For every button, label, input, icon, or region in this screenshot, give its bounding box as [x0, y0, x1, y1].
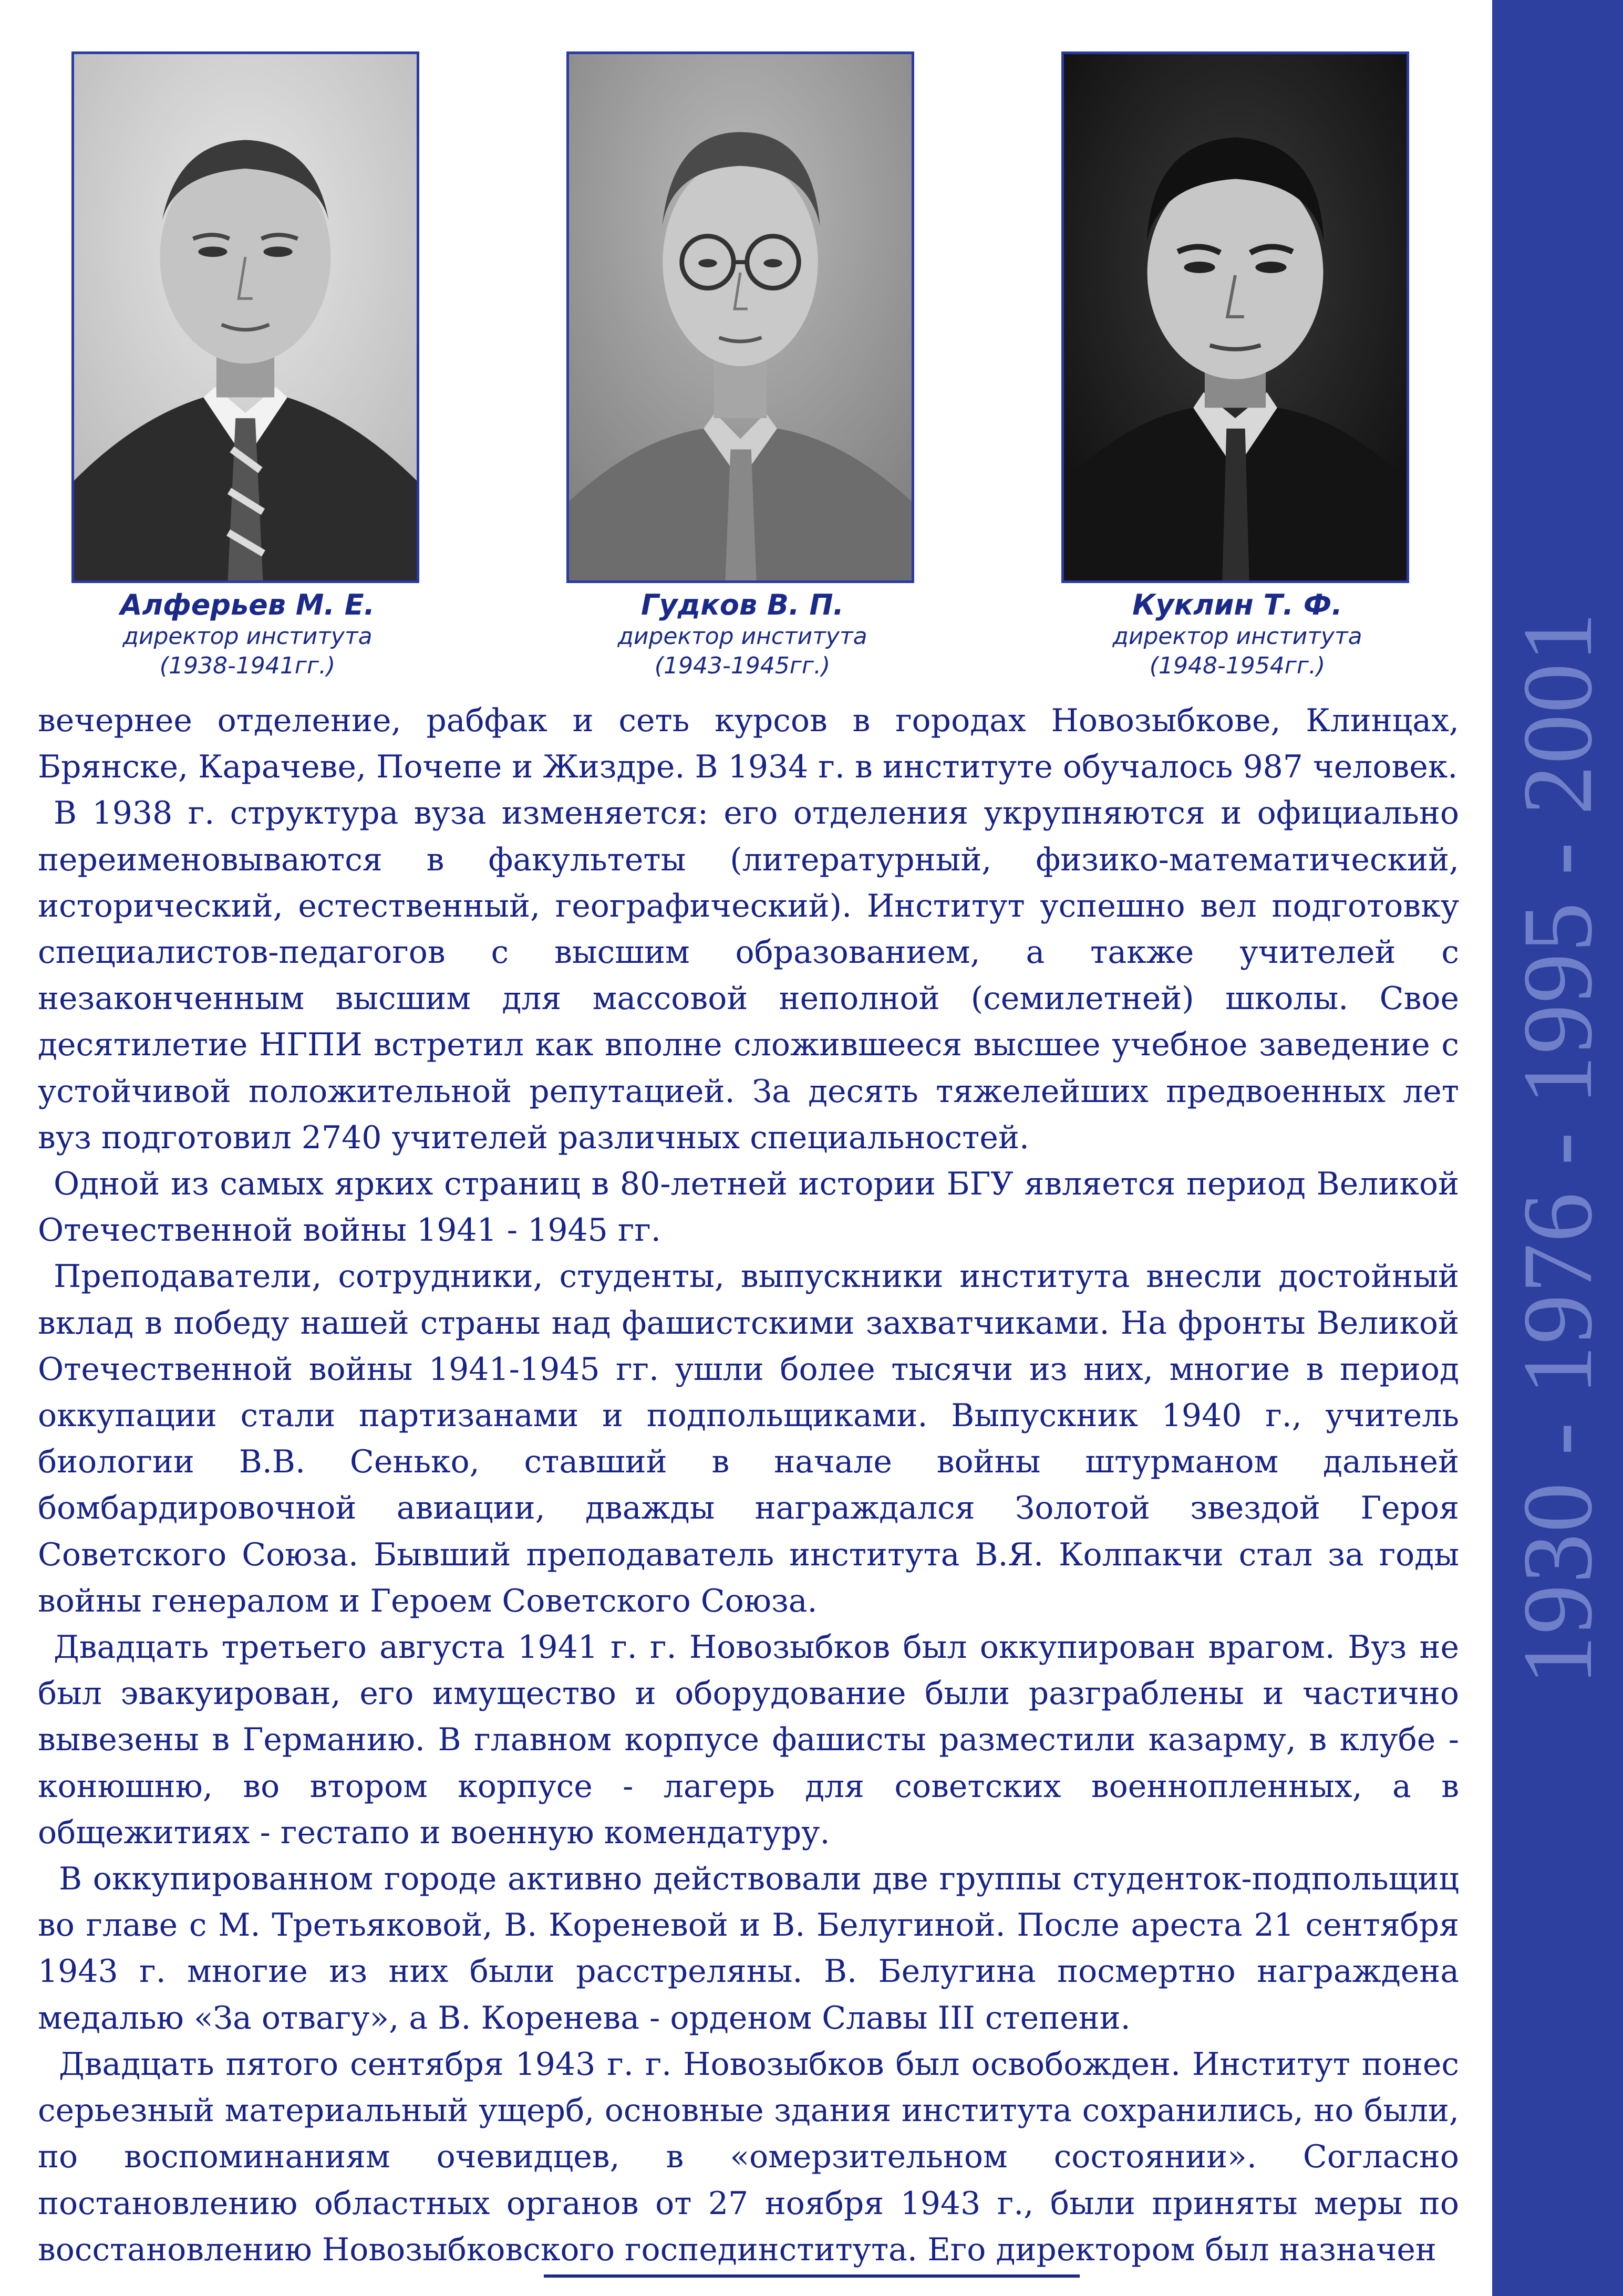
portrait-photo-art	[569, 54, 912, 580]
portrait-photo-art	[1064, 54, 1407, 580]
portrait-name: Алферьев М. Е.	[120, 588, 375, 621]
side-year-band	[1492, 0, 1623, 2296]
paragraph: вечернее отделение, рабфак и сеть курсов в городах Новозыбкове, Клинцах, Брянске, Карачеве, Почепе и Жиздре. В 1934 г. в институте обучалось 987 человек.	[38, 702, 1459, 786]
portrait-role: директор института	[617, 623, 867, 650]
portrait-card	[71, 51, 423, 681]
portrait-card	[566, 51, 918, 681]
paragraph: Одной из самых ярких страниц в 80-летней истории БГУ является период Великой Отечественной войны 1941 - 1945 гг.	[38, 1166, 1459, 1249]
portrait-card	[1061, 51, 1413, 681]
paragraph: В 1938 г. структура вуза изменяется: его отделения укрупняются и официально переименовываются в факультеты (литературный, физико-математический, исторический, естественный, географический). Институт успешно вел подготовку специалистов-педагогов с высшим образованием, а также учителей с незаконченным высшим для массовой неполной (семилетней) школы. Свое десятилетие НГПИ встретил как вполне сложившееся высшее учебное заведение с устойчивой положительной репутацией. За десять тяжелейших предвоенных лет вуз подготовил 2740 учителей различных специальностей.	[38, 795, 1459, 1156]
portrait-name: Гудков В. П.	[640, 588, 844, 621]
bottom-divider	[544, 2274, 1080, 2278]
article-body	[38, 698, 1459, 2273]
portrait-photo	[1061, 51, 1409, 583]
paragraph: В оккупированном городе активно действовали две группы студенток-подпольщиц во главе с М. Третьяковой, В. Кореневой и В. Белугиной. После ареста 21 сентября 1943 г. многие из них были расстреляны. В. Белугина посмертно награждена медалью «За отвагу», а В. Коренева - орденом Славы III степени.	[38, 1861, 1459, 2037]
portrait-role: директор института	[1112, 623, 1362, 650]
paragraph: Двадцать пятого сентября 1943 г. г. Новозыбков был освобожден. Институт понес серьезный материальный ущерб, основные здания института сохранились, но были, по воспоминаниям очевидцев, в «омерзительном состоянии». Согласно постановлению областных органов от 27 ноября 1943 г., были приняты меры по восстановлению Новозыбковского госпединститута. Его директором был назначен	[38, 2045, 1459, 2268]
side-years-text: 1930 - 1976 - 1995 - 2001	[1502, 611, 1613, 1685]
portrait-years: (1943-1945гг.)	[654, 652, 831, 679]
portrait-years: (1948-1954гг.)	[1149, 652, 1326, 679]
paragraph: Двадцать третьего августа 1941 г. г. Новозыбков был оккупирован врагом. Вуз не был эвакуирован, его имущество и оборудование были разграблены и частично вывезены в Германию. В главном корпусе фашисты разместили казарму, в клубе - конюшню, во втором корпусе - лагерь для советских военнопленных, а в общежитиях - гестапо и военную комендатуру.	[38, 1629, 1459, 1851]
portrait-row	[0, 0, 1492, 693]
portrait-photo	[566, 51, 914, 583]
portrait-years: (1938-1941гг.)	[159, 652, 336, 679]
portrait-photo-art	[74, 54, 417, 580]
portrait-photo	[71, 51, 419, 583]
portrait-role: директор института	[122, 623, 373, 650]
portrait-name: Куклин Т. Ф.	[1132, 588, 1342, 621]
paragraph: Преподаватели, сотрудники, студенты, выпускники института внесли достойный вклад в победу нашей страны над фашистскими захватчиками. На фронты Великой Отечественной войны 1941-1945 гг. ушли более тысячи из них, многие в период оккупации стали партизанами и подпольщиками. Выпускник 1940 г., учитель биологии В.В. Сенько, ставший в начале войны штурманом дальней бомбардировочной авиации, дважды награждался Золотой звездой Героя Советского Союза. Бывший преподаватель института В.Я. Колпакчи стал за годы войны генералом и Героем Советского Союза.	[38, 1258, 1459, 1619]
